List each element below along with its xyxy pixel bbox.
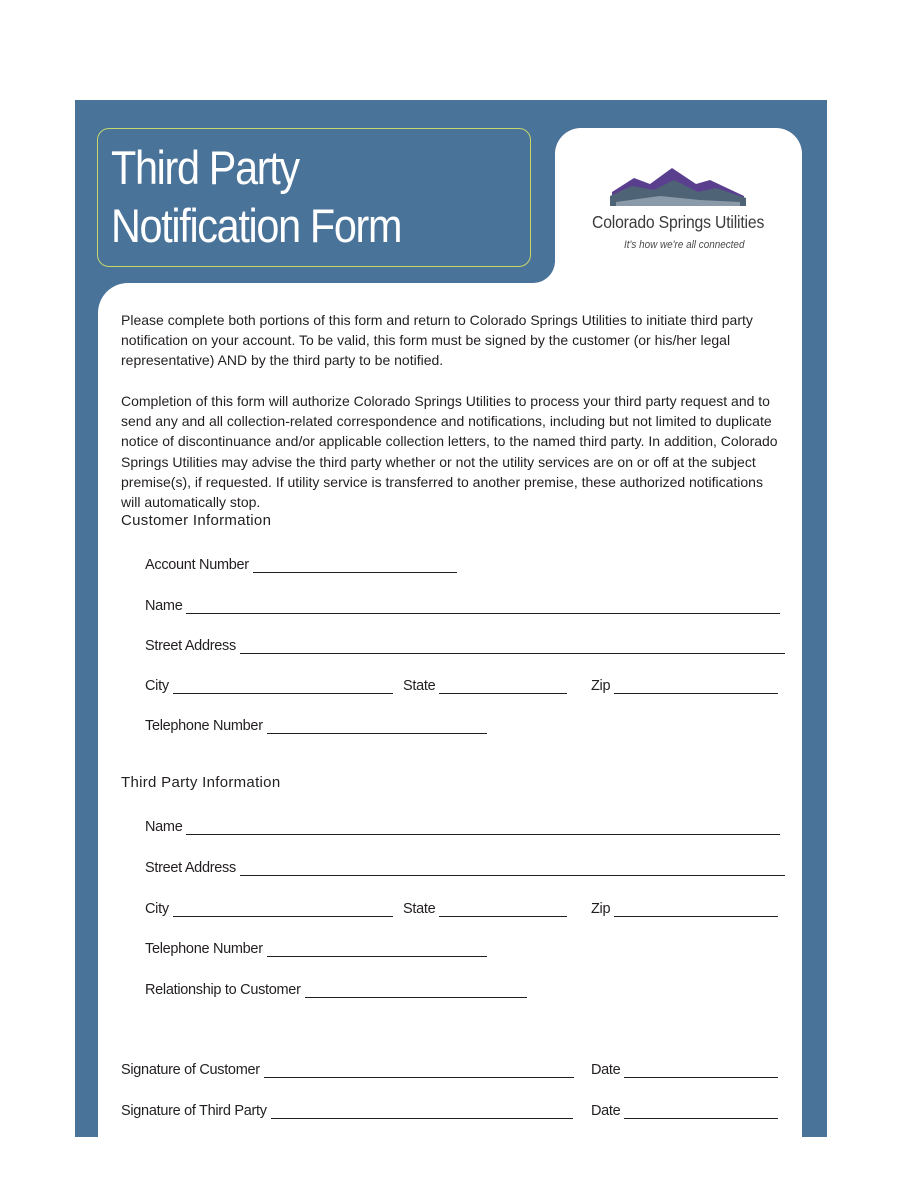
account-number-line[interactable] xyxy=(253,556,457,573)
page-title-line1: Third Party xyxy=(111,141,299,194)
customer-state-label: State xyxy=(403,678,436,694)
third-party-state-label: State xyxy=(403,901,436,917)
customer-name-label: Name xyxy=(145,598,183,614)
third-party-date-line[interactable] xyxy=(624,1102,778,1119)
third-party-zip-field[interactable] xyxy=(591,895,778,917)
third-party-zip-label: Zip xyxy=(591,901,611,917)
customer-state-line[interactable] xyxy=(439,677,567,694)
relationship-label: Relationship to Customer xyxy=(145,982,301,998)
customer-telephone-field[interactable] xyxy=(145,712,487,734)
third-party-zip-line[interactable] xyxy=(614,900,778,917)
relationship-field[interactable] xyxy=(145,976,527,998)
customer-telephone-line[interactable] xyxy=(267,717,487,734)
customer-date-line[interactable] xyxy=(624,1061,778,1078)
third-party-telephone-field[interactable] xyxy=(145,935,487,957)
customer-account-number-field[interactable] xyxy=(145,551,457,573)
third-party-section-heading: Third Party Information xyxy=(121,774,281,791)
customer-street-line[interactable] xyxy=(240,637,785,654)
page-title-line2: Notification Form xyxy=(111,199,402,252)
third-party-signature-line[interactable] xyxy=(271,1102,573,1119)
logo-tagline: It's how we're all connected xyxy=(624,239,745,251)
customer-city-field[interactable] xyxy=(145,672,393,694)
third-party-street-label: Street Address xyxy=(145,860,236,876)
intro-paragraph-2: Completion of this form will authorize Colorado Springs Utilities to process your third party request and to send any and all collection-related correspondence and notifications, including but not limited to duplicate notice of discontinuance and/or applicable collection letters, to the named third party. In addition, Colorado Springs Utilities may advise the third party whether or not the utility services are on or off at the subject premise(s), if requested. If utility service is transferred to another premise, these authorized notifications will automatically stop. xyxy=(121,393,778,511)
customer-date-label: Date xyxy=(591,1062,621,1078)
third-party-name-field[interactable] xyxy=(145,813,780,835)
customer-date-field[interactable] xyxy=(591,1056,778,1078)
third-party-street-line[interactable] xyxy=(240,859,785,876)
customer-signature-label: Signature of Customer xyxy=(121,1062,260,1078)
third-party-state-line[interactable] xyxy=(439,900,567,917)
account-number-label: Account Number xyxy=(145,557,249,573)
intro-paragraph-1: Please complete both portions of this form and return to Colorado Springs Utilities to initiate third party notification on your account. To be valid, this form must be signed by the customer (or his/her legal representative) AND by the third party to be notified. xyxy=(121,312,753,369)
logo-name: Colorado Springs Utilities xyxy=(592,212,765,232)
customer-street-label: Street Address xyxy=(145,638,236,654)
third-party-city-label: City xyxy=(145,901,169,917)
customer-city-line[interactable] xyxy=(173,677,393,694)
third-party-state-field[interactable] xyxy=(403,895,567,917)
third-party-street-field[interactable] xyxy=(145,854,785,876)
third-party-signature-field[interactable] xyxy=(121,1097,573,1119)
third-party-signature-label: Signature of Third Party xyxy=(121,1103,267,1119)
customer-name-field[interactable] xyxy=(145,592,780,614)
third-party-name-line[interactable] xyxy=(186,818,780,835)
customer-signature-line[interactable] xyxy=(264,1061,574,1078)
third-party-date-field[interactable] xyxy=(591,1097,778,1119)
customer-zip-field[interactable] xyxy=(591,672,778,694)
mountain-logo-icon xyxy=(610,166,746,206)
third-party-date-label: Date xyxy=(591,1103,621,1119)
third-party-telephone-line[interactable] xyxy=(267,940,487,957)
third-party-telephone-label: Telephone Number xyxy=(145,941,263,957)
customer-zip-label: Zip xyxy=(591,678,611,694)
customer-signature-field[interactable] xyxy=(121,1056,574,1078)
customer-zip-line[interactable] xyxy=(614,677,778,694)
customer-telephone-label: Telephone Number xyxy=(145,718,263,734)
relationship-line[interactable] xyxy=(305,981,527,998)
third-party-city-field[interactable] xyxy=(145,895,393,917)
customer-state-field[interactable] xyxy=(403,672,567,694)
customer-city-label: City xyxy=(145,678,169,694)
third-party-name-label: Name xyxy=(145,819,183,835)
customer-section-heading: Customer Information xyxy=(121,512,272,529)
customer-name-line[interactable] xyxy=(186,597,780,614)
title-box xyxy=(97,128,531,267)
third-party-city-line[interactable] xyxy=(173,900,393,917)
customer-street-field[interactable] xyxy=(145,632,785,654)
